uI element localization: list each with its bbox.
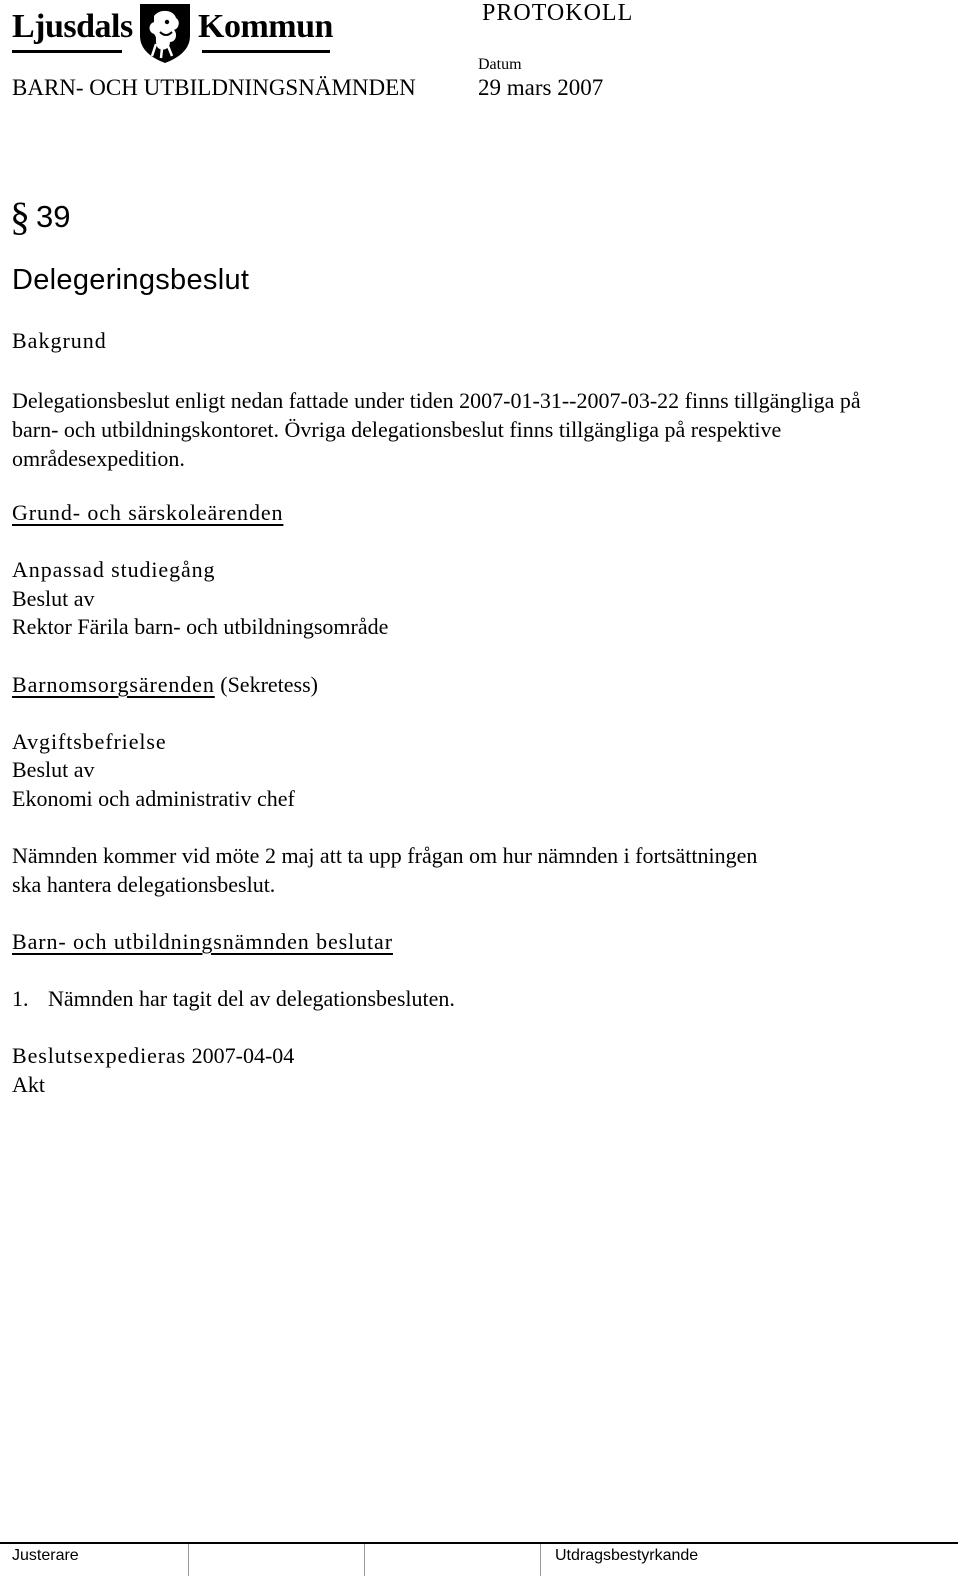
note-line-2: ska hantera delegationsbeslut.: [12, 872, 276, 897]
barnomsorg-heading-suffix: (Sekretess): [220, 672, 318, 697]
barnomsorg-decided-by-label: Beslut av: [12, 757, 95, 782]
grund-decided-by: Rektor Färila barn- och utbildningsområde: [12, 614, 389, 639]
note-line-1: Nämnden kommer vid möte 2 maj att ta upp frågan om hur nämnden i fortsättningen: [12, 843, 758, 868]
logo-word-kommun: Kommun: [198, 8, 333, 45]
background-heading: Bakgrund: [12, 328, 107, 353]
footer-justerare: Justerare: [12, 1547, 79, 1564]
page-title: Delegeringsbeslut: [12, 264, 250, 296]
footer-separator: [188, 1544, 189, 1576]
resolution-item-number: 1.: [12, 986, 29, 1011]
grund-heading: [12, 500, 283, 526]
date-label: Datum: [478, 56, 522, 73]
barnomsorg-heading-text: Barnomsorgsärenden: [12, 672, 215, 697]
resolution-item: [12, 986, 455, 1012]
footer-separator: [540, 1544, 541, 1576]
logo-underline-right: [202, 50, 330, 53]
coat-of-arms-icon: [134, 2, 196, 64]
footer-utdragsbestyrkande: Utdragsbestyrkande: [555, 1547, 699, 1564]
dispatch-recipient: Akt: [12, 1072, 45, 1097]
barnomsorg-heading: [12, 672, 318, 698]
footer-separator: [364, 1544, 365, 1576]
dispatch-label: Beslutsexpedieras: [12, 1043, 187, 1068]
resolution-heading: [12, 929, 393, 955]
intro-paragraph: Delegationsbeslut enligt nedan fattade under tiden 2007-01-31--2007-03-22 finns tillgängliga på barn- och utbildningskontoret. Övriga delegationsbeslut finns tillgängliga på respektive områdesexpedition.: [12, 388, 861, 471]
committee-name: BARN- OCH UTBILDNINGSNÄMNDEN: [12, 75, 416, 100]
barnomsorg-item-title: Avgiftsbefrielse: [12, 729, 167, 754]
grund-item-title: Anpassad studiegång: [12, 557, 216, 582]
paragraph-number-value: 39: [36, 199, 71, 234]
document-type: PROTOKOLL: [482, 0, 634, 26]
meeting-date: 29 mars 2007: [478, 75, 604, 100]
resolution-heading-text: Barn- och utbildningsnämnden beslutar: [12, 929, 393, 954]
barnomsorg-decided-by: Ekonomi och administrativ chef: [12, 786, 295, 811]
resolution-item-text: Nämnden har tagit del av delegationsbesluten.: [48, 986, 455, 1011]
municipality-logo: [12, 0, 332, 64]
grund-heading-text: Grund- och särskoleärenden: [12, 500, 284, 525]
dispatch-line: [12, 1043, 294, 1069]
logo-word-ljusdals: Ljusdals: [12, 8, 133, 45]
footer-divider: [0, 1542, 958, 1544]
grund-decided-by-label: Beslut av: [12, 586, 95, 611]
paragraph-sign: §: [10, 194, 30, 239]
paragraph-number: [10, 190, 70, 237]
logo-underline-left: [12, 50, 122, 53]
dispatch-date: 2007-04-04: [191, 1043, 295, 1068]
